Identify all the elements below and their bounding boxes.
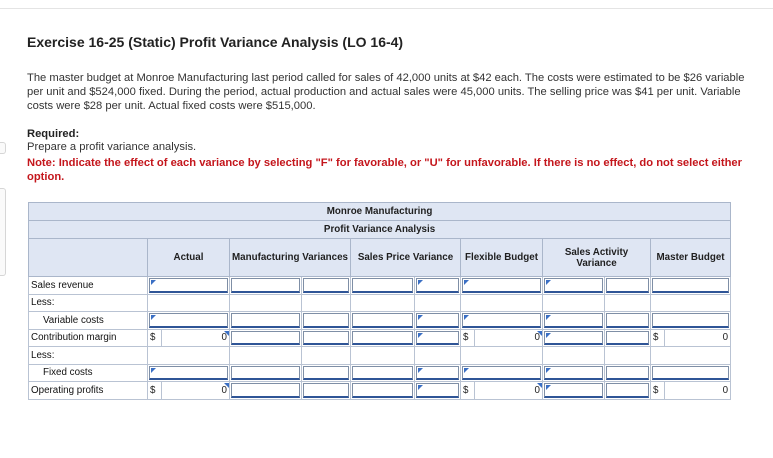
header-manufacturing-variances: Manufacturing Variances	[230, 239, 351, 277]
row-label-variable-costs: Variable costs	[29, 312, 148, 330]
price-variance-op-input[interactable]	[351, 382, 415, 400]
side-tab-upper[interactable]	[0, 142, 6, 154]
empty-cell	[230, 294, 302, 312]
mfg-variance-op-fu-select[interactable]	[302, 382, 351, 400]
empty-cell	[543, 347, 605, 365]
table-row	[29, 294, 731, 312]
mfg-variance-variable-costs-input[interactable]	[230, 312, 302, 330]
mfg-variance-cm-input[interactable]	[230, 329, 302, 347]
profit-variance-table	[28, 202, 731, 400]
empty-cell	[605, 347, 651, 365]
table-company-header: Monroe Manufacturing	[29, 203, 731, 221]
price-variance-sales-revenue-fu-select[interactable]	[415, 277, 461, 295]
table-row	[29, 329, 731, 347]
actual-op-value: 0	[162, 382, 230, 400]
empty-cell	[651, 347, 731, 365]
activity-variance-fixed-costs-input[interactable]	[543, 364, 605, 382]
empty-cell	[461, 347, 543, 365]
activity-variance-variable-costs-fu-select[interactable]	[605, 312, 651, 330]
actual-cm-dollar-sign: $	[148, 329, 162, 347]
flexible-sales-revenue-input[interactable]	[461, 277, 543, 295]
empty-cell	[302, 347, 351, 365]
empty-cell	[605, 294, 651, 312]
flexible-op-dollar-sign: $	[461, 382, 475, 400]
master-cm-dollar-sign: $	[651, 329, 665, 347]
instruction-text: Prepare a profit variance analysis.	[27, 141, 197, 153]
note-text: Note: Indicate the effect of each variance by selecting "F" for favorable, or "U" for unfavorable. If there is no effect, do not select either option.	[27, 157, 743, 183]
header-master-budget: Master Budget	[651, 239, 731, 277]
flexible-cm-value: 0	[475, 329, 543, 347]
activity-variance-sales-revenue-fu-select[interactable]	[605, 277, 651, 295]
mfg-variance-variable-costs-fu-select[interactable]	[302, 312, 351, 330]
mfg-variance-op-input[interactable]	[230, 382, 302, 400]
table-row	[29, 312, 731, 330]
row-label-sales-revenue: Sales revenue	[29, 277, 148, 295]
row-label-fixed-costs: Fixed costs	[29, 364, 148, 382]
required-label: Required:	[27, 128, 80, 140]
empty-cell	[415, 347, 461, 365]
row-label-less-2: Less:	[29, 347, 148, 365]
price-variance-variable-costs-fu-select[interactable]	[415, 312, 461, 330]
empty-cell	[351, 294, 415, 312]
table-row	[29, 277, 731, 295]
side-tab-lower[interactable]	[0, 188, 6, 276]
table-subtitle-header: Profit Variance Analysis	[29, 221, 731, 239]
empty-cell	[302, 294, 351, 312]
activity-variance-op-input[interactable]	[543, 382, 605, 400]
activity-variance-sales-revenue-input[interactable]	[543, 277, 605, 295]
price-variance-cm-fu-select[interactable]	[415, 329, 461, 347]
mfg-variance-fixed-costs-input[interactable]	[230, 364, 302, 382]
master-variable-costs-input[interactable]	[651, 312, 731, 330]
actual-variable-costs-input[interactable]	[148, 312, 230, 330]
row-label-less-1: Less:	[29, 294, 148, 312]
header-flexible-budget: Flexible Budget	[461, 239, 543, 277]
problem-text: The master budget at Monroe Manufacturing last period called for sales of 42,000 units at $42 each. The costs were estimated to be $26 variable per unit and $524,000 fixed. During the period, actual production and actual sales were 45,000 units. The selling price was $41 per unit. Variable costs were $28 per unit. Actual fixed costs were $515,000.	[27, 72, 745, 112]
table-row	[29, 364, 731, 382]
header-sales-price-variance: Sales Price Variance	[351, 239, 461, 277]
variance-grid	[28, 202, 730, 400]
activity-variance-cm-input[interactable]	[543, 329, 605, 347]
exercise-title: Exercise 16-25 (Static) Profit Variance Analysis (LO 16-4)	[27, 34, 404, 50]
empty-cell	[230, 347, 302, 365]
actual-op-dollar-sign: $	[148, 382, 162, 400]
mfg-variance-cm-fu-select[interactable]	[302, 329, 351, 347]
empty-cell	[543, 294, 605, 312]
mfg-variance-sales-revenue-input[interactable]	[230, 277, 302, 295]
mfg-variance-fixed-costs-fu-select[interactable]	[302, 364, 351, 382]
empty-cell	[148, 347, 230, 365]
master-sales-revenue-input[interactable]	[651, 277, 731, 295]
price-variance-fixed-costs-input[interactable]	[351, 364, 415, 382]
master-fixed-costs-input[interactable]	[651, 364, 731, 382]
activity-variance-fixed-costs-fu-select[interactable]	[605, 364, 651, 382]
activity-variance-op-fu-select[interactable]	[605, 382, 651, 400]
price-variance-cm-input[interactable]	[351, 329, 415, 347]
price-variance-sales-revenue-input[interactable]	[351, 277, 415, 295]
price-variance-op-fu-select[interactable]	[415, 382, 461, 400]
price-variance-variable-costs-input[interactable]	[351, 312, 415, 330]
row-label-operating-profits: Operating profits	[29, 382, 148, 400]
actual-sales-revenue-input[interactable]	[148, 277, 230, 295]
master-op-value: 0	[665, 382, 731, 400]
empty-cell	[415, 294, 461, 312]
table-row	[29, 382, 731, 400]
header-sales-activity-variance: Sales Activity Variance	[543, 239, 651, 277]
flexible-op-value: 0	[475, 382, 543, 400]
top-divider	[0, 8, 773, 9]
flexible-cm-dollar-sign: $	[461, 329, 475, 347]
mfg-variance-sales-revenue-fu-select[interactable]	[302, 277, 351, 295]
actual-fixed-costs-input[interactable]	[148, 364, 230, 382]
actual-cm-value: 0	[162, 329, 230, 347]
empty-cell	[651, 294, 731, 312]
master-cm-value: 0	[665, 329, 731, 347]
row-label-contribution-margin: Contribution margin	[29, 329, 148, 347]
empty-cell	[461, 294, 543, 312]
flexible-variable-costs-input[interactable]	[461, 312, 543, 330]
master-op-dollar-sign: $	[651, 382, 665, 400]
activity-variance-variable-costs-input[interactable]	[543, 312, 605, 330]
flexible-fixed-costs-input[interactable]	[461, 364, 543, 382]
header-blank	[29, 239, 148, 277]
activity-variance-cm-fu-select[interactable]	[605, 329, 651, 347]
header-actual: Actual	[148, 239, 230, 277]
empty-cell	[351, 347, 415, 365]
table-row	[29, 347, 731, 365]
empty-cell	[148, 294, 230, 312]
price-variance-fixed-costs-fu-select[interactable]	[415, 364, 461, 382]
